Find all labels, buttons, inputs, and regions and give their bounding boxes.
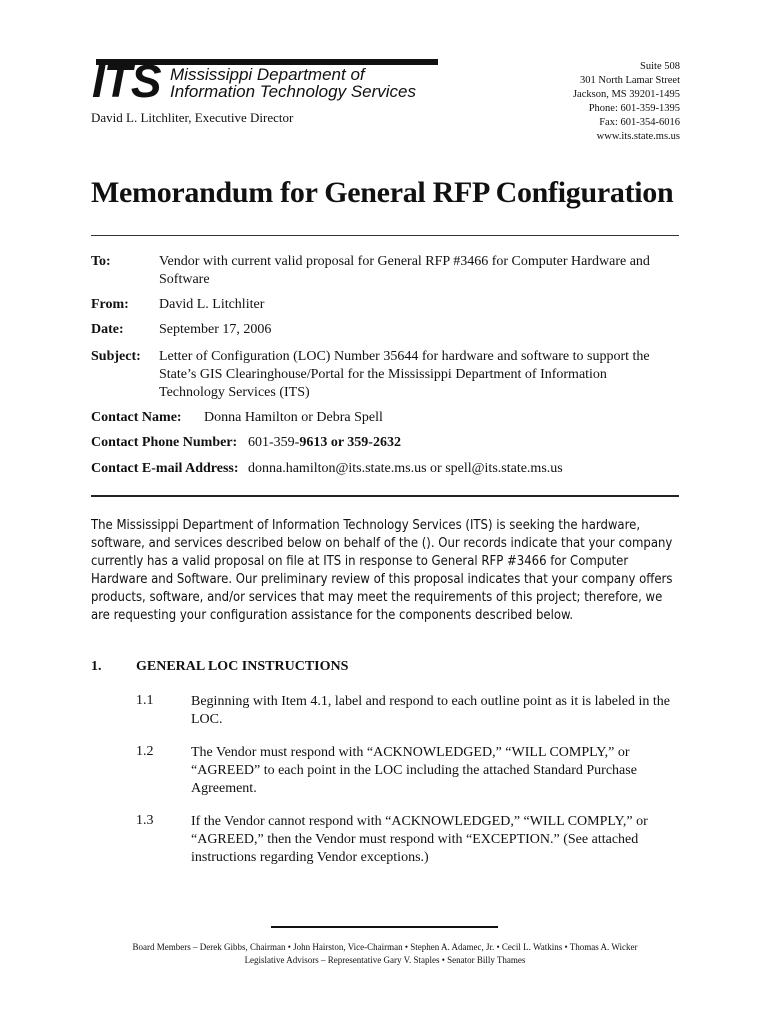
address-phone: Phone: 601-359-1395 [588, 103, 680, 114]
contact-phone-value [248, 434, 401, 452]
from-label: From: [91, 297, 129, 312]
phone-numbers: 9613 or 359-2632 [299, 435, 401, 450]
address-line: Suite 508 [640, 61, 680, 72]
executive-director: David L. Litchliter, Executive Director [91, 110, 294, 125]
subject-label: Subject: [91, 349, 141, 364]
subject-value: Letter of Configuration (LOC) Number 35644 for hardware and software to support the State’s GIS Clearinghouse/Portal for the Mississippi Department of Information Technology Services (ITS) [159, 349, 650, 400]
memo-divider [91, 495, 679, 497]
item-text: Beginning with Item 4.1, label and respond to each outline point as it is labeled in the LOC. [191, 694, 671, 727]
office-address [573, 60, 680, 144]
section-number: 1. [91, 659, 102, 674]
memo-title: Memorandum for General RFP Configuration [91, 176, 674, 209]
address-fax: Fax: 601-354-6016 [599, 117, 680, 128]
its-logo-mark: ITS [92, 55, 161, 107]
contact-email-label: Contact E-mail Address: [91, 461, 239, 476]
item-number: 1.1 [136, 693, 154, 708]
footer-board-members: Board Members – Derek Gibbs, Chairman • John Hairston, Vice-Chairman • Stephen A. Adamec, Jr. • Cecil L. Watkins • Thomas A. Wicker [132, 942, 638, 952]
body-paragraph: The Mississippi Department of Information Technology Services (ITS) is seeking the hardware, software, and services described below on behalf of the (). Our records indicate that your company currently has a valid proposal on file at ITS in response to General RFP #3466 for Computer Hardware and Software. Our preliminary review of this proposal indicates that your company offers products, software, and/or services that may meet the requirements of this project; therefore, we are requesting your configuration assistance for the components described below. [91, 518, 673, 623]
address-website: www.its.state.ms.us [596, 131, 680, 142]
to-value: Vendor with current valid proposal for General RFP #3466 for Computer Hardware and Software [159, 254, 650, 287]
logo-line-2: Information Technology Services [170, 82, 417, 101]
contact-name-label: Contact Name: [91, 410, 182, 425]
contact-name-value: Donna Hamilton or Debra Spell [204, 410, 383, 425]
contact-email-value: donna.hamilton@its.state.ms.us or spell@its.state.ms.us [248, 461, 563, 476]
date-label: Date: [91, 322, 124, 337]
item-text: The Vendor must respond with “ACKNOWLEDGED,” “WILL COMPLY,” or “AGREED” to each point in the LOC including the attached Standard Purchase Agreement. [191, 745, 637, 796]
item-number: 1.3 [136, 813, 154, 828]
address-line: Jackson, MS 39201-1495 [572, 89, 680, 100]
footer-rule [271, 926, 498, 928]
from-value: David L. Litchliter [159, 297, 265, 312]
title-divider [91, 235, 679, 236]
contact-phone-label: Contact Phone Number: [91, 435, 238, 450]
section-title: GENERAL LOC INSTRUCTIONS [136, 659, 349, 674]
date-value: September 17, 2006 [159, 322, 272, 337]
phone-prefix: 601-359- [248, 435, 300, 450]
to-label: To: [91, 254, 111, 269]
item-text: If the Vendor cannot respond with “ACKNOWLEDGED,” “WILL COMPLY,” or “AGREED,” then the Vendor must respond with “EXCEPTION.” (See attached instructions regarding Vendor exceptions.) [191, 814, 648, 865]
logo-line-1: Mississippi Department of [170, 65, 365, 84]
item-number: 1.2 [136, 744, 154, 759]
logo-wordmark [170, 66, 416, 100]
footer-legislative-advisors: Legislative Advisors – Representative Gary V. Staples • Senator Billy Thames [244, 955, 526, 965]
address-line: 301 North Lamar Street [579, 75, 680, 86]
